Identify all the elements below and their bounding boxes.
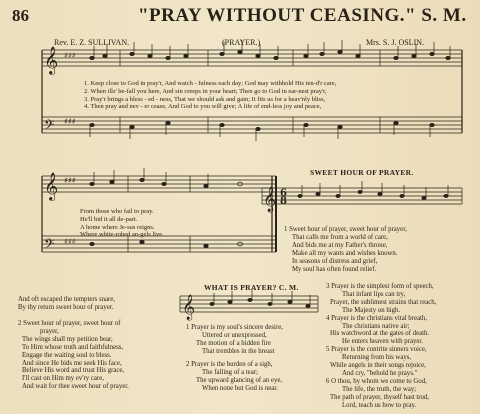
svg-text:6: 6 — [280, 188, 287, 199]
lyricist-credit: Rev. E. Z. SULLIVAN. — [54, 38, 130, 47]
stanza-line: In seasons of distress and grief, — [292, 257, 378, 265]
verse-line: A home where Je-sus reigns. — [80, 223, 155, 231]
stanza-line: And bids me at my Father's throne, — [292, 241, 388, 249]
sweet-hour-heading: SWEET HOUR OF PRAYER. — [310, 168, 414, 177]
svg-text:♯♯♯: ♯♯♯ — [64, 237, 76, 246]
stanza-line: 2 Prayer is the burden of a sigh, — [186, 361, 273, 368]
stanza-line: He enters heaven with prayer. — [342, 338, 423, 346]
stanza-line: That trembles in the breast — [202, 347, 275, 355]
stanza-line: And cry, "behold he prays." — [342, 369, 418, 377]
svg-text:𝄞: 𝄞 — [182, 295, 196, 320]
verse-line: Where white-robed an-gels live. — [80, 231, 164, 239]
what-is-prayer-stanza2 — [186, 361, 282, 393]
composer-credit: Mrs. S. J. OSLIN. — [366, 38, 425, 47]
verse-line: 3. Pray'r brings a bless - ed - ness, That we should ask and gain; It fits us for a heav'nly bliss, — [84, 95, 326, 103]
system2-verses — [80, 208, 164, 239]
what-is-prayer-heading: WHAT IS PRAYER? C. M. — [204, 283, 299, 292]
stanza-line: To Him whose truth and faithfulness, — [22, 343, 124, 351]
stanza-line: That calls me from a world of care, — [292, 233, 388, 241]
svg-text:𝄞: 𝄞 — [44, 172, 59, 200]
stanza-line: prayer, — [40, 327, 59, 335]
stanza-line: And oft escaped the tempters snare, — [18, 296, 116, 303]
what-is-prayer-stanza1 — [186, 324, 283, 356]
svg-text:♯♯♯: ♯♯♯ — [64, 117, 76, 126]
staff-treble-2 — [42, 176, 276, 192]
stanza-line: The life, the truth, the way; — [342, 385, 417, 393]
svg-text:𝄢: 𝄢 — [44, 236, 55, 255]
stanza-line: Uttered or unexpressed, — [202, 331, 267, 339]
stanza-line: The upward glancing of an eye, — [196, 376, 283, 384]
stanza-line: The christians native air; — [342, 322, 410, 330]
stanza-line: By thy return sweet hour of prayer. — [18, 303, 114, 311]
verse-line: 4. Then pray and nev - er cease, And God to you will give; A life of end-less joy and peace, — [84, 103, 322, 111]
hymn-subtitle: (PRAYER.) — [222, 38, 261, 47]
page-number: 86 — [12, 6, 29, 25]
stanza-line: The path of prayer, thyself hast trod, — [330, 393, 430, 401]
stanza-line: The wings shall my petition bear, — [22, 335, 113, 343]
stanza-line: Lord, teach us how to pray. — [342, 401, 417, 409]
stanza-line: His watchword at the gates of death. — [330, 330, 430, 338]
stanza-line: The falling of a tear; — [202, 368, 258, 376]
sweet-hour-stanza — [284, 226, 407, 273]
stanza-line: 2 Sweet hour of prayer, sweet hour of — [18, 320, 121, 327]
stanza-line: 1 Sweet hour of prayer, sweet hour of prayer, — [284, 226, 407, 233]
stanza-line: I'll cast on Him my ev'ry care, — [22, 375, 104, 383]
stanza-line: The Majesty on high. — [342, 306, 401, 314]
stanza-line: The motion of a hidden fire — [196, 339, 271, 347]
hymn-title: "PRAY WITHOUT CEASING." S. M. — [138, 5, 467, 26]
svg-text:𝄞: 𝄞 — [263, 187, 277, 212]
svg-text:♯♯♯: ♯♯♯ — [64, 51, 76, 60]
svg-text:♯♯♯: ♯♯♯ — [64, 176, 76, 185]
stanza-line: Prayer, the sublimest strains that reach, — [330, 298, 437, 306]
svg-text:8: 8 — [280, 196, 287, 207]
hymn-verses — [84, 80, 336, 111]
stanza-line: And since He bids me seek His face, — [22, 359, 122, 367]
left-column-tail — [18, 296, 115, 312]
stanza-line: When none but God is near. — [202, 384, 278, 392]
right-column-stanzas — [326, 283, 436, 410]
staff-bass-1 — [42, 117, 462, 133]
treble-clef-icon: 𝄞 — [44, 46, 59, 74]
stanza-line: 3 Prayer is the simplest form of speech, — [326, 283, 434, 290]
verse-line: 2. When ills' be-fall you here, And sin creeps in your heart; Then go to God in ear-nest pray'r, — [84, 87, 327, 95]
stanza-line: Engage the waiting soul to bless. — [22, 351, 112, 359]
bass-clef-icon: 𝄢 — [44, 117, 55, 136]
stanza-line: My soul has often found relief. — [292, 265, 377, 273]
stanza-line: 6 O thou, by whom we come to God, — [326, 377, 427, 385]
verse-line: 1. Keep close to God in pray'r, And watch - fulness each day; God may withhold His ten-d'r care, — [84, 80, 337, 87]
stanza-line: 1 Prayer is my soul's sincere desire, — [186, 324, 283, 331]
verse-line: He'll bid it all de-part. — [80, 215, 138, 223]
stanza-line: That infant lips can try, — [342, 290, 406, 298]
stanza-line: And wait for thee sweet hour of prayer. — [22, 383, 129, 391]
stanza-line: Make all my wants and wishes known. — [292, 249, 398, 257]
stanza-line: 5 Prayer is the contrite sinners voice, — [326, 346, 427, 354]
verse-line: From those who fail to pray. — [80, 208, 154, 215]
stanza-line: Returning from his ways, — [342, 354, 412, 362]
stanza-line: While angels in their songs rejoice, — [330, 362, 426, 370]
left-column-stanza2 — [18, 320, 129, 391]
stanza-line: 4 Prayer is the christians vital breath, — [326, 314, 427, 322]
stanza-line: Believe His word and trust His grace, — [22, 367, 125, 375]
